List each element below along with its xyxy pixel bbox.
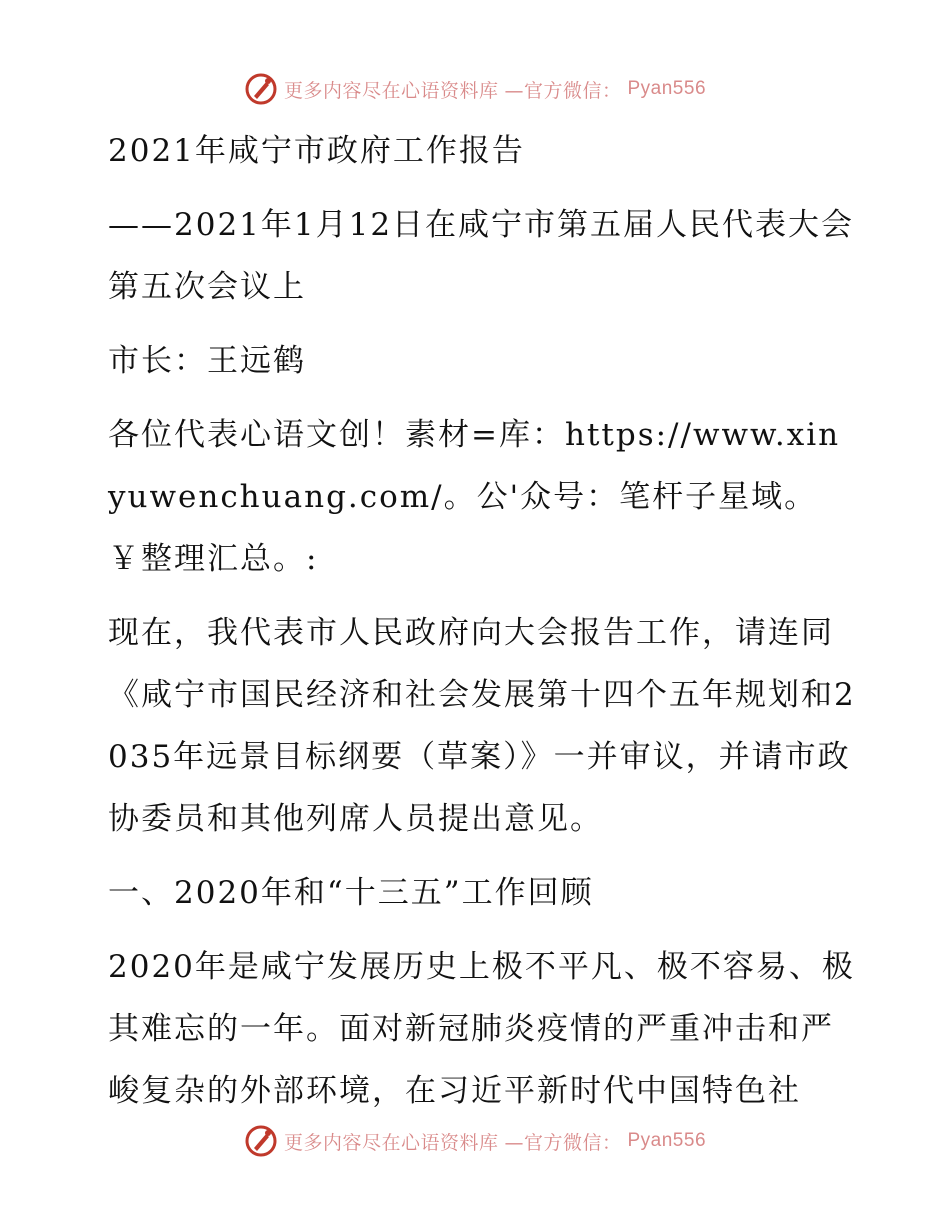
document-intro: 现在，我代表市人民政府向大会报告工作，请连同《咸宁市国民经济和社会发展第十四个五年规划和2035年远景目标纲要（草案）》一并审议，并请市政协委员和其他列席人员提出意见。 [108, 615, 856, 837]
watermark-main-text: 更多内容尽在心语资料库 [283, 1131, 499, 1154]
section-heading: 一、2020年和“十三五”工作回顾 [108, 875, 594, 911]
watermark-id-text: Pyan556 [627, 1130, 707, 1151]
header-watermark [0, 72, 950, 106]
document-author: 市长：王远鹤 [108, 343, 306, 379]
watermark-main-text: 更多内容尽在心语资料库 [283, 79, 499, 102]
watermark-side-text: —官方微信： [504, 1131, 622, 1154]
document-title: 2021年咸宁市政府工作报告 [108, 133, 525, 169]
pen-logo-icon [244, 72, 278, 106]
pen-logo-icon [244, 1124, 278, 1158]
document-greeting: 各位代表心语文创！素材=库：https://www.xinyuwenchuang.com/。公'众号：笔杆子星域。￥整理汇总。: [108, 417, 841, 577]
document-body-text: 2020年是咸宁发展历史上极不平凡、极不容易、极其难忘的一年。面对新冠肺炎疫情的严重冲击和严峻复杂的外部环境，在习近平新时代中国特色社 [108, 949, 855, 1109]
document-subtitle: ——2021年1月12日在咸宁市第五届人民代表大会第五次会议上 [108, 207, 855, 305]
watermark-id-text: Pyan556 [627, 78, 707, 99]
document-body [96, 120, 856, 1134]
footer-watermark [0, 1124, 950, 1158]
watermark-side-text: —官方微信： [504, 79, 622, 102]
